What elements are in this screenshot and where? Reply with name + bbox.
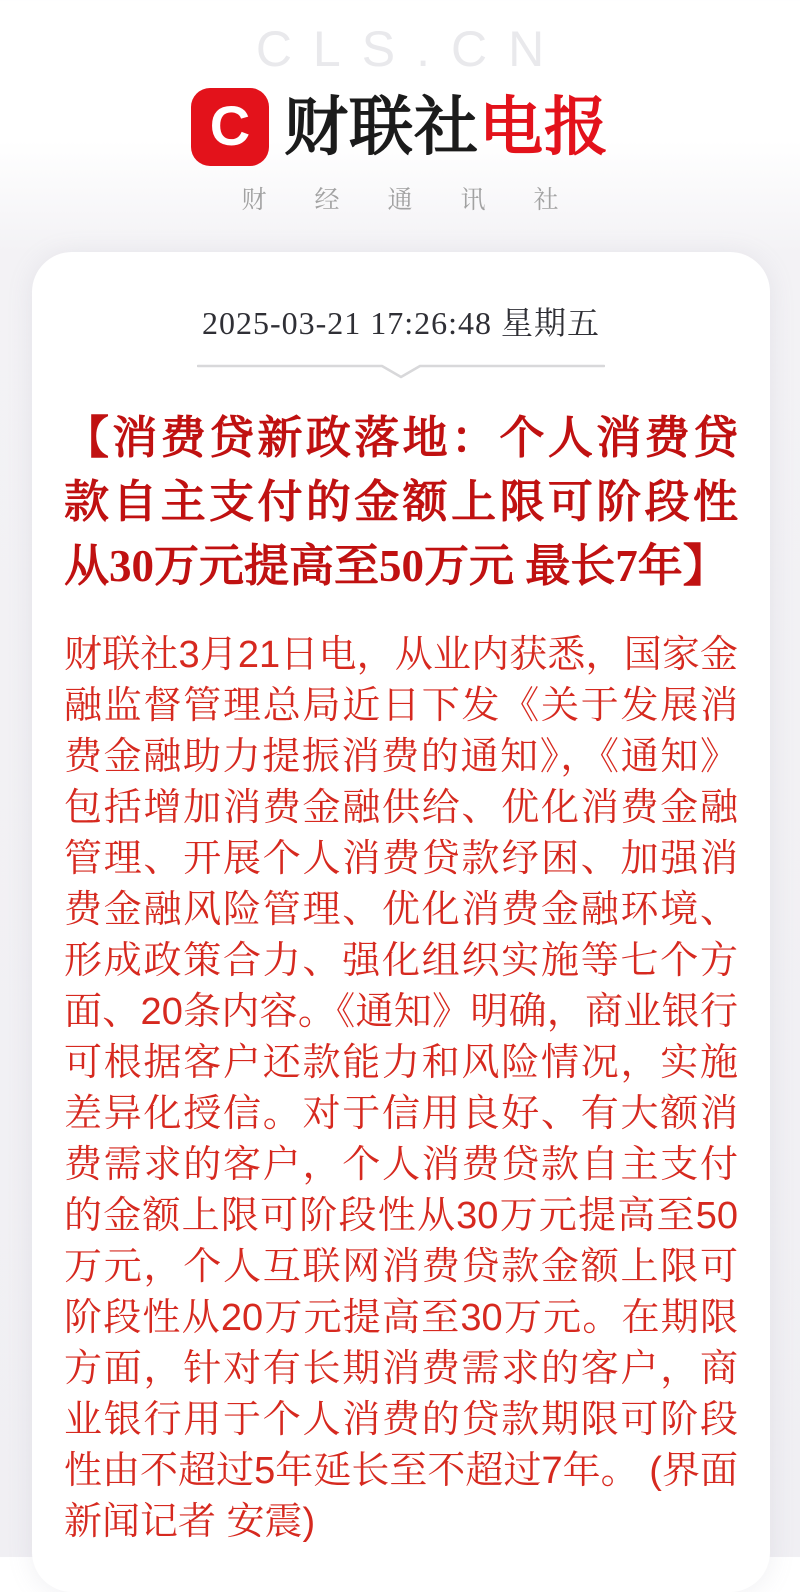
brand-logo bbox=[0, 88, 800, 166]
cls-logo-letter: C bbox=[209, 93, 251, 157]
cls-watermark: CLS.CN bbox=[255, 21, 566, 77]
brand-name bbox=[284, 88, 609, 166]
brand-tagline: 财经通讯社 bbox=[241, 186, 607, 214]
post-datetime: 2025-03-21 17:26:48 星期五 bbox=[201, 305, 601, 341]
brand-name-red: 电报 bbox=[479, 91, 609, 163]
brand-name-black: 财联社 bbox=[284, 91, 479, 163]
telegraph-card bbox=[32, 252, 770, 1592]
chevron-down-divider-icon bbox=[197, 364, 605, 380]
post-headline: 【消费贷新政落地：个人消费贷款自主支付的金额上限可阶段性从30万元提高至50万元 最长7年】 bbox=[64, 413, 738, 591]
cls-logo-icon bbox=[191, 88, 269, 166]
post-body: 财联社3月21日电，从业内获悉，国家金融监督管理总局近日下发《关于发展消费金融助力提振消费的通知》，《通知》包括增加消费金融供给、优化消费金融管理、开展个人消费贷款纾困、加强消费金融风险管理、优化消费金融环境、形成政策合力、强化组织实施等七个方面、20条内容。《通知》明确，商业银行可根据客户还款能力和风险情况，实施差异化授信。对于信用良好、有大额消费需求的客户，个人消费贷款自主支付的金额上限可阶段性从30万元提高至50万元，个人互联网消费贷款金额上限可阶段性从20万元提高至30万元。在期限方面，针对有长期消费需求的客户，商业银行用于个人消费的贷款期限可阶段性由不超过5年延长至不超过7年。 (界面新闻记者 安震) bbox=[64, 634, 738, 1543]
